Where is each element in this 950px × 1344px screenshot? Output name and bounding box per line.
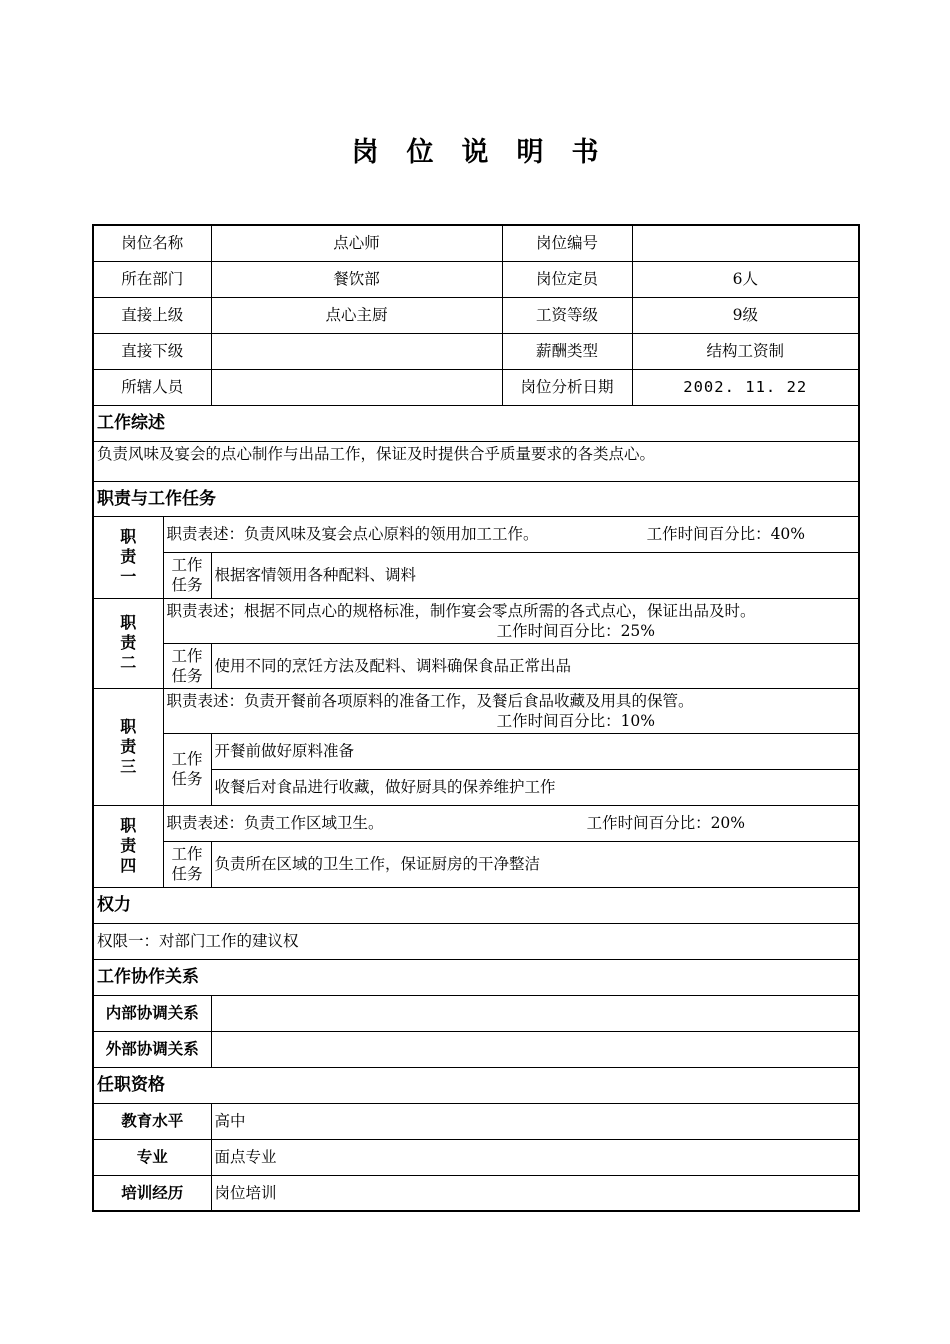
qualification-heading: 任职资格: [93, 1067, 859, 1103]
basic-row-staff: [93, 369, 859, 405]
major-label: 专业: [93, 1139, 211, 1175]
duty-3-description: 职责表述：负责开餐前各项原料的准备工作，及餐后食品收藏及用具的保管。 工作时间百分比：10%: [163, 688, 859, 733]
internal-coordination-row: [93, 995, 859, 1031]
duty-3-task-1: 开餐前做好原料准备: [211, 733, 859, 769]
duty-3-task-row-1: [93, 733, 859, 769]
duty-1-desc-row: [93, 516, 859, 552]
education-row: [93, 1103, 859, 1139]
duty-4-task-label: 工作 任务: [163, 841, 211, 887]
external-coordination-value: [211, 1031, 859, 1067]
duty-1-task-row: [93, 552, 859, 598]
basic-row-position-name: [93, 225, 859, 261]
duty-4-task-1: 负责所在区域的卫生工作，保证厨房的干净整洁: [211, 841, 859, 887]
summary-text-row: [93, 441, 859, 481]
duty-4-percentage: 工作时间百分比：20%: [586, 814, 746, 832]
staff-value: [211, 369, 502, 405]
department-label: 所在部门: [93, 261, 211, 297]
duty-4-description: 职责表述：负责工作区域卫生。 工作时间百分比：20%: [163, 805, 859, 841]
duty-1-task-label: 工作 任务: [163, 552, 211, 598]
duty-3-label: 职 责 三: [93, 688, 163, 805]
major-row: [93, 1139, 859, 1175]
duty-2-desc-row: [93, 598, 859, 643]
basic-row-supervisor: [93, 297, 859, 333]
subordinate-label: 直接下级: [93, 333, 211, 369]
duty-4-desc-row: [93, 805, 859, 841]
duty-1-percentage: 工作时间百分比：40%: [646, 525, 806, 543]
supervisor-label: 直接上级: [93, 297, 211, 333]
duty-4-task-row: [93, 841, 859, 887]
subordinate-value: [211, 333, 502, 369]
training-value: 岗位培训: [211, 1175, 859, 1211]
external-coordination-row: [93, 1031, 859, 1067]
duty-3-task-2: 收餐后对食品进行收藏，做好厨具的保养维护工作: [211, 769, 859, 805]
position-code-value: [632, 225, 859, 261]
cooperation-heading: 工作协作关系: [93, 959, 859, 995]
duty-2-task-row: [93, 643, 859, 688]
basic-row-department: [93, 261, 859, 297]
position-name-label: 岗位名称: [93, 225, 211, 261]
pay-type-value: 结构工资制: [632, 333, 859, 369]
education-label: 教育水平: [93, 1103, 211, 1139]
duty-1-description: 职责表述：负责风味及宴会点心原料的领用加工工作。 工作时间百分比：40%: [163, 516, 859, 552]
job-description-table: [92, 224, 860, 1212]
authority-heading: 权力: [93, 887, 859, 923]
supervisor-value: 点心主厨: [211, 297, 502, 333]
internal-coordination-value: [211, 995, 859, 1031]
basic-row-subordinate: [93, 333, 859, 369]
major-value: 面点专业: [211, 1139, 859, 1175]
duty-2-task-label: 工作 任务: [163, 643, 211, 688]
headcount-value: 6人: [632, 261, 859, 297]
salary-grade-value: 9级: [632, 297, 859, 333]
analysis-date-label: 岗位分析日期: [502, 369, 632, 405]
summary-heading-row: [93, 405, 859, 441]
education-value: 高中: [211, 1103, 859, 1139]
duty-2-label: 职 责 二: [93, 598, 163, 688]
staff-label: 所辖人员: [93, 369, 211, 405]
duty-3-percentage: 工作时间百分比：10%: [496, 711, 656, 730]
duties-heading-row: [93, 481, 859, 516]
department-value: 餐饮部: [211, 261, 502, 297]
external-coordination-label: 外部协调关系: [93, 1031, 211, 1067]
position-name-value: 点心师: [211, 225, 502, 261]
authority-text-row: [93, 923, 859, 959]
qualification-heading-row: [93, 1067, 859, 1103]
authority-heading-row: [93, 887, 859, 923]
duty-2-percentage: 工作时间百分比：25%: [496, 621, 656, 640]
duty-3-task-label: 工作 任务: [163, 733, 211, 805]
authority-text: 权限一：对部门工作的建议权: [93, 923, 859, 959]
duty-2-task-1: 使用不同的烹饪方法及配料、调料确保食品正常出品: [211, 643, 859, 688]
duties-heading: 职责与工作任务: [93, 481, 859, 516]
duty-1-label: 职 责 一: [93, 516, 163, 598]
position-code-label: 岗位编号: [502, 225, 632, 261]
cooperation-heading-row: [93, 959, 859, 995]
salary-grade-label: 工资等级: [502, 297, 632, 333]
duty-1-task-1: 根据客情领用各种配料、调料: [211, 552, 859, 598]
page-title: 岗 位 说 明 书: [351, 137, 613, 168]
duty-4-label: 职 责 四: [93, 805, 163, 887]
headcount-label: 岗位定员: [502, 261, 632, 297]
training-label: 培训经历: [93, 1175, 211, 1211]
summary-heading: 工作综述: [93, 405, 859, 441]
duty-3-desc-row: [93, 688, 859, 733]
summary-text: 负责风味及宴会的点心制作与出品工作，保证及时提供合乎质量要求的各类点心。: [93, 441, 859, 481]
internal-coordination-label: 内部协调关系: [93, 995, 211, 1031]
analysis-date-value: 2002. 11. 22: [632, 369, 859, 405]
pay-type-label: 薪酬类型: [502, 333, 632, 369]
training-row: [93, 1175, 859, 1211]
duty-2-description: 职责表述；根据不同点心的规格标准，制作宴会零点所需的各式点心，保证出品及时。 工作时间百分比：25%: [163, 598, 859, 643]
